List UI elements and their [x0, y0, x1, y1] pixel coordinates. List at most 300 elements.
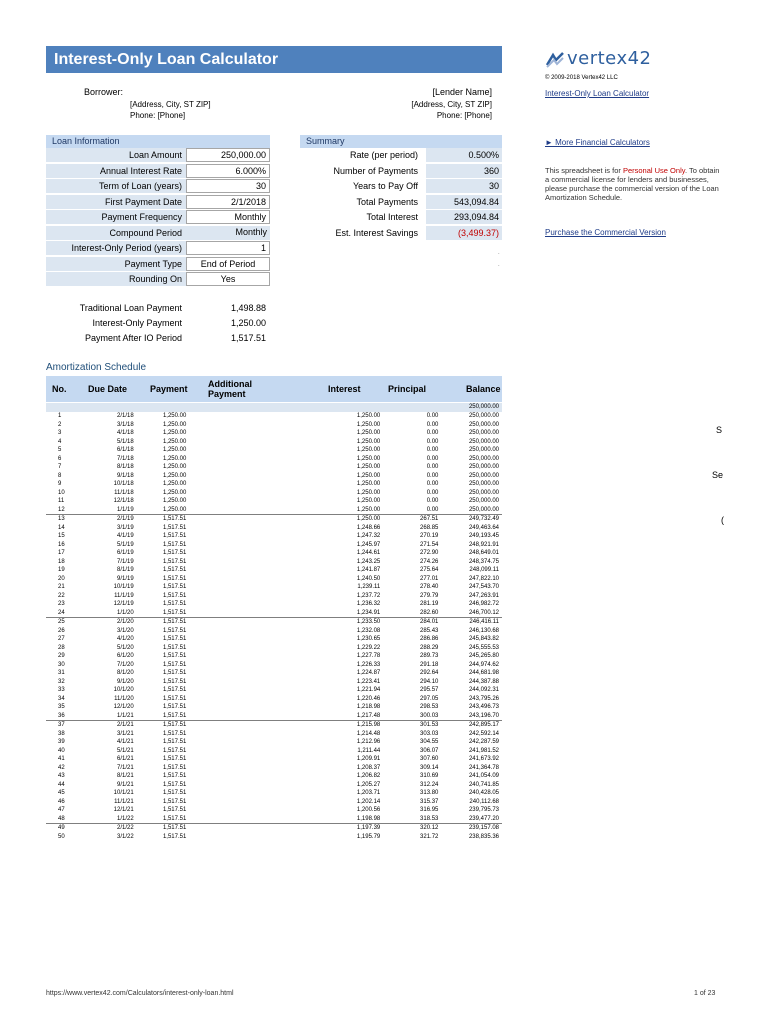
schedule-cell: 1,250.00 — [162, 498, 187, 504]
schedule-cell[interactable] — [186, 412, 280, 421]
borrower-label: Borrower: — [84, 87, 124, 97]
loan-info-value[interactable]: Yes — [186, 272, 270, 286]
schedule-cell[interactable] — [186, 815, 280, 824]
schedule-cell[interactable] — [186, 678, 280, 687]
schedule-cell: 30 — [58, 661, 65, 668]
schedule-cell[interactable] — [186, 463, 280, 472]
schedule-cell: 0.00 — [426, 481, 439, 487]
schedule-cell: 1,250.00 — [356, 447, 381, 453]
schedule-cell: 11/1/20 — [114, 695, 134, 702]
schedule-cell: 246,416.11 — [438, 618, 502, 627]
schedule-cell: 1,250.00 — [356, 472, 381, 479]
schedule-cell: 20 — [58, 575, 65, 582]
schedule-cell: 11/1/21 — [114, 798, 134, 805]
schedule-cell: 272.90 — [420, 550, 439, 556]
schedule-row — [46, 455, 502, 464]
logo-text: vertex42 — [567, 48, 652, 69]
schedule-cell: 16 — [58, 541, 65, 548]
schedule-cell: 1,234.91 — [356, 609, 381, 616]
schedule-cell[interactable] — [186, 549, 280, 558]
stray-mark: . — [498, 262, 500, 268]
more-calculators-link[interactable]: ► More Financial Calculators — [545, 138, 650, 147]
schedule-cell[interactable] — [186, 627, 280, 636]
schedule-cell: 1,517.51 — [162, 636, 187, 642]
schedule-row — [46, 566, 502, 575]
schedule-cell: 3 — [58, 430, 62, 436]
schedule-cell: 0.00 — [426, 464, 439, 470]
schedule-cell[interactable] — [186, 566, 280, 575]
schedule-cell: 5 — [58, 447, 62, 453]
schedule-cell: 11 — [58, 498, 65, 504]
schedule-cell: 1,250.00 — [162, 413, 187, 419]
schedule-row — [46, 806, 502, 815]
schedule-cell: 1,517.51 — [162, 541, 187, 548]
loan-info-label: Annual Interest Rate — [46, 164, 186, 178]
schedule-cell[interactable] — [186, 455, 280, 464]
schedule-cell: 12/1/18 — [113, 498, 134, 504]
schedule-cell[interactable] — [186, 583, 280, 592]
schedule-cell: 243,196.70 — [468, 712, 499, 719]
schedule-cell[interactable] — [186, 541, 280, 550]
purchase-commercial-link[interactable]: Purchase the Commercial Version — [545, 228, 666, 237]
schedule-cell: 1,517.51 — [162, 575, 187, 582]
schedule-cell: 1,250.00 — [356, 455, 381, 462]
schedule-row — [46, 695, 502, 704]
schedule-cell: 281.19 — [420, 601, 439, 607]
schedule-cell: 3/1/19 — [117, 524, 134, 531]
schedule-cell: 1,250.00 — [162, 421, 187, 428]
schedule-cell[interactable] — [186, 833, 280, 842]
schedule-cell: 1,236.32 — [356, 601, 381, 607]
schedule-cell[interactable] — [186, 781, 280, 790]
cut-off-text: S — [716, 425, 723, 435]
schedule-row — [46, 833, 502, 842]
schedule-cell[interactable] — [186, 686, 280, 695]
schedule-cell: 10/1/19 — [113, 584, 134, 590]
schedule-cell: 1,517.51 — [162, 704, 187, 710]
schedule-row — [46, 446, 502, 455]
schedule-cell[interactable] — [186, 661, 280, 670]
schedule-cell[interactable] — [186, 738, 280, 747]
loan-info-label: Payment Type — [46, 257, 186, 271]
schedule-cell: 1,517.51 — [162, 550, 187, 556]
schedule-cell: 295.57 — [420, 687, 439, 693]
schedule-cell[interactable] — [186, 703, 280, 712]
schedule-cell[interactable] — [186, 446, 280, 455]
summary-value: 360 — [426, 164, 502, 178]
schedule-cell[interactable] — [186, 480, 280, 489]
schedule-cell: 4/1/18 — [117, 430, 134, 436]
schedule-header-row — [46, 376, 502, 402]
schedule-cell: 239,795.73 — [468, 807, 499, 813]
schedule-cell: 9 — [58, 481, 62, 487]
schedule-cell[interactable] — [186, 644, 280, 653]
schedule-cell: 33 — [58, 687, 65, 693]
schedule-cell[interactable] — [186, 798, 280, 807]
schedule-cell: 286.86 — [420, 636, 439, 642]
col-no: No. — [52, 384, 67, 394]
schedule-row — [46, 480, 502, 489]
schedule-cell: 1,218.98 — [356, 704, 381, 710]
loan-info-label: Payment Frequency — [46, 210, 186, 224]
schedule-cell: 1,517.51 — [162, 627, 187, 634]
schedule-cell[interactable] — [186, 824, 280, 833]
schedule-cell: 245,843.82 — [468, 636, 499, 642]
schedule-cell: 26 — [58, 627, 65, 634]
schedule-cell: 282.60 — [420, 609, 439, 616]
loan-info-label: Compound Period — [46, 226, 186, 240]
schedule-cell: 1,250.00 — [162, 430, 187, 436]
schedule-row — [46, 438, 502, 447]
schedule-cell: 1,250.00 — [162, 447, 187, 453]
lender-phone: Phone: [Phone] — [436, 111, 492, 120]
schedule-cell[interactable] — [186, 747, 280, 756]
schedule-cell: 1,247.32 — [356, 533, 381, 539]
schedule-cell[interactable] — [186, 695, 280, 704]
schedule-cell: 0.00 — [426, 413, 439, 419]
schedule-cell[interactable] — [186, 506, 280, 515]
schedule-cell: 240,428.05 — [468, 790, 499, 796]
loan-info-value[interactable]: End of Period — [186, 257, 270, 271]
schedule-cell: 242,895.17 — [438, 721, 502, 730]
schedule-cell: 1,241.87 — [356, 567, 381, 573]
summary-value: 0.500% — [426, 148, 502, 162]
schedule-cell[interactable] — [186, 421, 280, 430]
schedule-cell: 1,250.00 — [356, 438, 381, 445]
schedule-cell[interactable] — [186, 669, 280, 678]
schedule-cell: 8/1/21 — [117, 773, 134, 779]
summary-label: Years to Pay Off — [352, 181, 418, 191]
schedule-cell: 307.60 — [420, 756, 439, 762]
schedule-cell: 7/1/21 — [117, 764, 134, 771]
schedule-row — [46, 661, 502, 670]
schedule-row — [46, 721, 502, 730]
schedule-cell[interactable] — [186, 558, 280, 567]
schedule-cell: 15 — [58, 533, 65, 539]
schedule-cell: 48 — [58, 815, 65, 822]
schedule-cell: 49 — [46, 824, 79, 833]
payment-label: Payment After IO Period — [84, 333, 182, 343]
schedule-cell[interactable] — [186, 618, 280, 627]
loan-info-value[interactable]: 2/1/2018 — [186, 195, 270, 209]
schedule-cell: 17 — [58, 550, 65, 556]
schedule-row — [46, 463, 502, 472]
schedule-cell[interactable] — [186, 575, 280, 584]
loan-info-value[interactable]: 1 — [186, 241, 270, 255]
schedule-cell: 25 — [46, 618, 79, 627]
schedule-row — [46, 524, 502, 533]
schedule-cell: 277.01 — [420, 575, 439, 582]
schedule-cell: 267.51 — [380, 515, 438, 524]
schedule-cell: 1,198.98 — [356, 815, 381, 822]
schedule-row — [46, 497, 502, 506]
schedule-cell: 9/1/19 — [117, 575, 134, 582]
col-interest: Interest — [328, 384, 361, 394]
payment-value: 1,517.51 — [230, 333, 266, 343]
loan-info-label: Interest-Only Period (years) — [46, 241, 186, 255]
calculator-link[interactable]: Interest-Only Loan Calculator — [545, 89, 650, 98]
schedule-cell[interactable] — [186, 532, 280, 541]
payment-label: Interest-Only Payment — [92, 318, 182, 328]
vertex42-logo — [545, 48, 705, 74]
stray-mark: . — [498, 250, 500, 256]
schedule-cell: 2/1/20 — [79, 618, 133, 627]
schedule-cell: 320.12 — [380, 824, 438, 833]
schedule-row — [46, 489, 502, 498]
schedule-cell: 241,364.78 — [468, 764, 499, 771]
schedule-cell: 1,517.51 — [162, 833, 187, 840]
summary-value: (3,499.37) — [426, 226, 502, 240]
schedule-cell: 1,240.50 — [356, 575, 381, 582]
schedule-cell[interactable] — [186, 609, 280, 618]
schedule-cell: 5/1/18 — [117, 438, 134, 445]
loan-info-value[interactable]: 250,000.00 — [186, 148, 270, 162]
schedule-cell: 250,000.00 — [468, 489, 499, 496]
schedule-cell[interactable] — [186, 652, 280, 661]
schedule-cell[interactable] — [186, 764, 280, 773]
schedule-cell: 316.95 — [420, 807, 439, 813]
schedule-row — [46, 609, 502, 618]
schedule-cell: 248,921.91 — [468, 541, 499, 548]
schedule-cell[interactable] — [186, 730, 280, 739]
schedule-cell: 0.00 — [426, 447, 439, 453]
schedule-cell: 1,243.25 — [356, 558, 381, 565]
borrower-phone: Phone: [Phone] — [130, 111, 186, 120]
schedule-cell: 315.37 — [420, 798, 439, 805]
schedule-cell: 1,517.51 — [134, 721, 187, 730]
schedule-cell[interactable] — [186, 592, 280, 601]
schedule-cell: 42 — [58, 764, 65, 771]
summary-label: Est. Interest Savings — [335, 227, 418, 238]
schedule-cell[interactable] — [186, 772, 280, 781]
schedule-cell: 1,250.00 — [162, 472, 187, 479]
schedule-row — [46, 730, 502, 739]
logo-arrow-icon — [545, 51, 565, 69]
schedule-cell: 3/1/20 — [117, 627, 134, 634]
schedule-cell: 243,795.26 — [468, 695, 499, 702]
schedule-cell: 1,517.51 — [134, 824, 187, 833]
schedule-cell[interactable] — [186, 600, 280, 609]
schedule-cell: 1/1/21 — [117, 712, 134, 719]
schedule-cell: 3/1/18 — [117, 421, 134, 428]
schedule-cell: 250,000.00 — [468, 421, 499, 428]
schedule-cell: 0.00 — [426, 489, 439, 496]
schedule-cell: 1,517.51 — [134, 618, 187, 627]
schedule-cell: 41 — [58, 756, 65, 762]
schedule-row — [46, 575, 502, 584]
schedule-cell[interactable] — [186, 489, 280, 498]
schedule-cell: 1,209.91 — [356, 756, 381, 762]
summary-label: Number of Payments — [333, 165, 418, 176]
schedule-cell: 14 — [58, 524, 65, 531]
schedule-cell: 10/1/20 — [113, 687, 134, 693]
cut-off-text: ( — [721, 515, 724, 525]
schedule-cell: 4 — [58, 438, 62, 445]
schedule-cell: 2/1/19 — [79, 515, 133, 524]
opening-balance: 250,000.00 — [468, 404, 499, 410]
schedule-cell: 8 — [58, 472, 62, 479]
schedule-cell[interactable] — [186, 429, 280, 438]
schedule-cell: 1/1/22 — [117, 815, 134, 822]
schedule-row — [46, 421, 502, 430]
schedule-cell: 321.72 — [420, 833, 439, 840]
schedule-cell: 244,092.31 — [468, 687, 499, 693]
schedule-cell[interactable] — [186, 755, 280, 764]
schedule-cell: 1,195.79 — [356, 833, 381, 840]
schedule-cell: 250,000.00 — [468, 506, 499, 513]
schedule-cell: 34 — [58, 695, 65, 702]
schedule-cell: 8/1/20 — [117, 670, 134, 676]
schedule-cell[interactable] — [186, 497, 280, 506]
loan-info-value[interactable]: 6.000% — [186, 164, 270, 178]
loan-info-label: Term of Loan (years) — [46, 179, 186, 193]
schedule-cell: 250,000.00 — [468, 413, 499, 419]
schedule-cell: 289.73 — [420, 653, 439, 659]
schedule-cell: 1,517.51 — [162, 644, 187, 651]
schedule-cell: 244,974.62 — [468, 661, 499, 668]
schedule-cell: 1,250.00 — [356, 498, 381, 504]
schedule-cell: 1,517.51 — [162, 730, 187, 737]
schedule-cell: 29 — [58, 653, 65, 659]
col-due-date: Due Date — [88, 384, 128, 394]
schedule-row — [46, 549, 502, 558]
schedule-cell: 4/1/20 — [117, 636, 134, 642]
col-principal: Principal — [388, 384, 427, 394]
schedule-cell: 1,250.00 — [162, 481, 187, 487]
schedule-cell: 6 — [58, 455, 62, 462]
schedule-cell: 35 — [58, 704, 65, 710]
schedule-cell: 7 — [58, 464, 62, 470]
schedule-cell: 39 — [58, 739, 65, 745]
schedule-cell: 1 — [58, 413, 62, 419]
schedule-cell: 243,496.73 — [468, 704, 499, 710]
schedule-cell: 45 — [58, 790, 65, 796]
schedule-cell: 1,517.51 — [162, 739, 187, 745]
schedule-cell: 1,230.65 — [356, 636, 381, 642]
schedule-cell: 1,205.27 — [356, 781, 381, 788]
schedule-cell: 250,000.00 — [468, 498, 499, 504]
schedule-cell: 43 — [58, 773, 65, 779]
loan-info-value: Monthly — [186, 226, 270, 240]
schedule-cell: 10/1/21 — [113, 790, 134, 796]
schedule-cell[interactable] — [186, 712, 280, 721]
schedule-row — [46, 583, 502, 592]
schedule-cell: 1,229.22 — [356, 644, 381, 651]
schedule-row — [46, 627, 502, 636]
schedule-cell: 1,517.51 — [162, 764, 187, 771]
schedule-cell: 0.00 — [426, 506, 439, 513]
lender-name: [Lender Name] — [432, 87, 492, 97]
schedule-cell: 249,732.49 — [438, 515, 502, 524]
schedule-cell: 4/1/21 — [117, 739, 134, 745]
schedule-cell: 1,250.00 — [356, 430, 381, 436]
schedule-cell: 288.29 — [420, 644, 439, 651]
loan-info-label: Loan Amount — [46, 148, 186, 162]
schedule-cell: 1,233.50 — [280, 618, 380, 627]
schedule-cell: 8/1/18 — [117, 464, 134, 470]
schedule-cell: 1,517.51 — [162, 687, 187, 693]
schedule-cell[interactable] — [186, 721, 280, 730]
schedule-cell: 1,226.33 — [356, 661, 381, 668]
schedule-cell[interactable] — [186, 635, 280, 644]
schedule-cell: 11/1/18 — [114, 489, 134, 496]
schedule-cell: 32 — [58, 678, 65, 685]
schedule-cell: 1,237.72 — [356, 592, 381, 599]
schedule-cell: 1,517.51 — [162, 756, 187, 762]
schedule-cell: 1,220.46 — [356, 695, 381, 702]
schedule-cell: 1,223.41 — [356, 678, 381, 685]
schedule-cell: 1,517.51 — [162, 695, 187, 702]
schedule-cell: 300.03 — [420, 712, 439, 719]
schedule-cell: 247,543.70 — [468, 584, 499, 590]
schedule-cell: 1,215.98 — [280, 721, 380, 730]
loan-info-value[interactable]: Monthly — [186, 210, 270, 224]
schedule-cell: 0.00 — [426, 472, 439, 479]
schedule-cell[interactable] — [186, 515, 280, 524]
payment-value: 1,250.00 — [230, 318, 266, 328]
schedule-cell: 12/1/19 — [113, 601, 134, 607]
schedule-cell: 1,239.11 — [357, 584, 381, 590]
schedule-cell: 240,741.85 — [468, 781, 499, 788]
schedule-cell: 1,217.48 — [356, 712, 381, 719]
schedule-cell: 5/1/19 — [117, 541, 134, 548]
schedule-cell: 245,265.80 — [468, 653, 499, 659]
schedule-cell: 1,517.51 — [162, 653, 187, 659]
schedule-row — [46, 412, 502, 421]
schedule-cell: 1,248.66 — [356, 524, 381, 531]
schedule-row — [46, 669, 502, 678]
schedule-cell: 1,245.97 — [356, 541, 381, 548]
schedule-cell: 2/1/18 — [117, 413, 134, 419]
schedule-cell[interactable] — [186, 472, 280, 481]
schedule-cell: 268.85 — [420, 524, 439, 531]
schedule-cell: 1,517.51 — [162, 661, 187, 668]
schedule-row — [46, 515, 502, 524]
schedule-cell[interactable] — [186, 789, 280, 798]
col-balance: Balance — [466, 384, 501, 394]
schedule-cell: 10 — [58, 489, 65, 496]
schedule-row — [46, 781, 502, 790]
schedule-cell: 240,112.68 — [469, 798, 499, 805]
schedule-cell: 1,250.00 — [162, 438, 187, 445]
schedule-cell: 0.00 — [426, 498, 439, 504]
schedule-cell[interactable] — [186, 806, 280, 815]
schedule-cell: 3/1/21 — [117, 730, 134, 737]
schedule-cell: 242,287.59 — [468, 739, 499, 745]
cut-off-text: Se — [712, 470, 724, 480]
schedule-cell[interactable] — [186, 438, 280, 447]
schedule-cell: 297.05 — [420, 695, 439, 702]
schedule-cell: 38 — [58, 730, 65, 737]
schedule-cell: 1,517.51 — [162, 524, 187, 531]
schedule-cell: 1,250.00 — [162, 506, 187, 513]
schedule-cell: 248,649.01 — [468, 550, 499, 556]
schedule-row — [46, 532, 502, 541]
schedule-cell: 9/1/18 — [117, 472, 134, 479]
schedule-cell: 23 — [58, 601, 65, 607]
schedule-row — [46, 472, 502, 481]
schedule-cell: 11/1/19 — [114, 592, 134, 599]
schedule-cell: 238,835.36 — [468, 833, 499, 840]
schedule-cell: 3/1/22 — [117, 833, 134, 840]
schedule-cell[interactable] — [186, 524, 280, 533]
schedule-row — [46, 592, 502, 601]
lender-address: [Address, City, ST ZIP] — [411, 100, 492, 109]
loan-info-value[interactable]: 30 — [186, 179, 270, 193]
schedule-cell: 6/1/19 — [117, 550, 134, 556]
summary-label: Rate (per period) — [349, 150, 418, 160]
schedule-cell: 9/1/20 — [117, 678, 134, 685]
